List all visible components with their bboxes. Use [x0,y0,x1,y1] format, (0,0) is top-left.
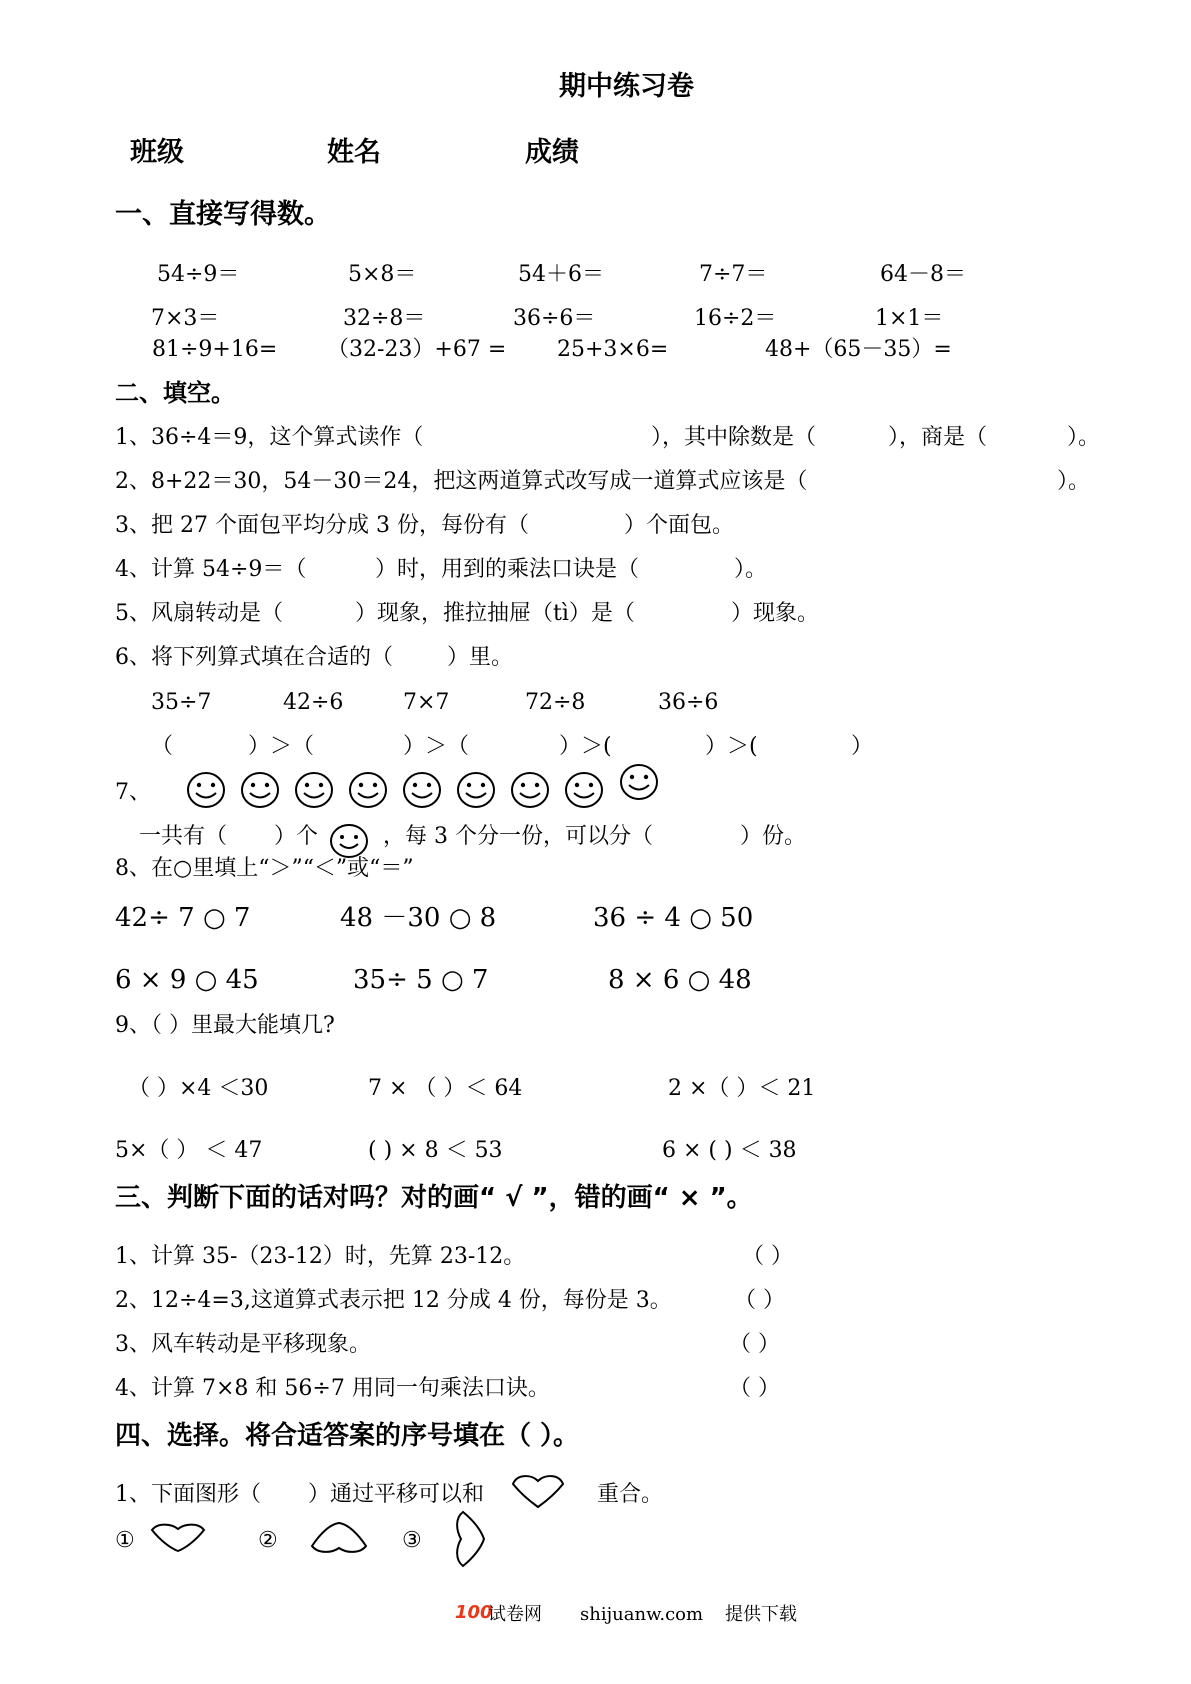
problem: 81÷9+16= [152,337,278,362]
q3-part: 3、把 27 个面包平均分成 3 份，每份有（ [115,513,529,538]
q6-paren: ）＞（ [248,734,315,759]
section2-heading: 二、填空。 [115,379,235,407]
smiley-icon [239,770,281,810]
q4-part: 4、计算 54÷9＝（ [115,557,307,582]
compare-item: 48 －30 ○ 8 [340,903,497,933]
q6-paren: ）＞（ [403,734,470,759]
compare-item: 42÷ 7 ○ 7 [115,903,251,933]
option1-shape-icon [148,1520,208,1554]
choice-q1-part: 1、下面图形（ [115,1482,261,1507]
problem: 7×3＝ [151,306,220,331]
class-label: 班级 [130,137,184,168]
problem: 36÷6＝ [513,306,596,331]
judge-paren: （ ） [729,1332,780,1357]
section4-heading: 四、选择。将合适答案的序号填在（ ）。 [115,1421,580,1451]
smiley-icon [618,762,660,802]
section1-heading: 一、直接写得数。 [115,199,331,230]
q6-item: 72÷8 [525,690,586,715]
q5-part: 5、风扇转动是（ [115,601,283,626]
fill-item: （ ）×4 ＜30 [128,1076,269,1101]
fill-item: 2 ×（ ）＜ 21 [668,1076,816,1101]
q2-part: ）。 [1057,469,1091,494]
problem: 1×1＝ [875,306,944,331]
score-label: 成绩 [525,137,579,168]
compare-item: 8 × 6 ○ 48 [608,965,752,995]
problem: （32-23）+67 = [327,337,507,362]
judge-paren: （ ） [729,1376,780,1401]
section3-heading: 三、判断下面的话对吗？对的画“ √ ”，错的画“ × ”。 [115,1183,753,1213]
smiley-icon [185,770,227,810]
q5-part: ）现象。 [731,601,820,626]
q7-part: 一共有（ [139,824,228,849]
choice-q1-part: 重合。 [597,1482,664,1507]
q5-part: ）现象，推拉抽屉（tì）是（ [355,601,635,626]
name-label: 姓名 [327,137,381,168]
smiley-icon [328,822,370,860]
smiley-icon [455,770,497,810]
compare-item: 6 × 9 ○ 45 [115,965,259,995]
q3-part: ）个面包。 [624,513,735,538]
judge-item: 3、风车转动是平移现象。 [115,1332,371,1357]
q1-part: 1、36÷4＝9，这个算式读作（ [115,425,424,450]
q6-item: 36÷6 [658,690,719,715]
q6-part: ）里。 [447,645,514,670]
problem: 7÷7＝ [699,262,768,287]
q7-part: ）份。 [740,824,807,849]
judge-paren: （ ） [742,1244,793,1269]
fill-item: 6 × ( ) ＜ 38 [662,1138,797,1163]
heart-shape-icon [509,1472,567,1510]
option-label: ① [115,1528,135,1553]
compare-item: 36 ÷ 4 ○ 50 [593,903,754,933]
q6-paren: ）＞( [559,734,612,759]
footer-logo-text: 试卷网 [488,1604,542,1625]
q6-item: 7×7 [403,690,450,715]
footer-tail: 提供下载 [725,1604,797,1625]
q8-prompt: 8、在○里填上“＞”“＜”或“＝” [115,856,414,881]
q6-paren: ）＞( [705,734,758,759]
fill-item: 7 × （ ）＜ 64 [368,1076,523,1101]
smiley-icon [509,770,551,810]
q2-part: 2、8+22＝30，54－30＝24，把这两道算式改写成一道算式应该是（ [115,469,808,494]
judge-item: 1、计算 35-（23-12）时，先算 23-12。 [115,1244,526,1269]
q6-paren: （ [151,734,174,759]
option2-shape-icon [308,1520,370,1556]
footer-site: shijuanw.com [580,1604,704,1625]
q1-part: ），商是（ [888,425,988,450]
problem: 32÷8＝ [343,306,426,331]
option3-shape-icon [453,1508,487,1570]
q9-prompt: 9、（ ）里最大能填几? [115,1013,335,1038]
q6-paren: ） [851,734,874,759]
q6-part: 6、将下列算式填在合适的（ [115,645,393,670]
problem: 25+3×6= [557,337,669,362]
compare-item: 35÷ 5 ○ 7 [353,965,489,995]
q7-number: 7、 [115,780,151,805]
fill-item: 5×（ ） ＜ 47 [115,1138,263,1163]
problem: 54＋6＝ [518,262,604,287]
q6-item: 42÷6 [283,690,344,715]
problem: 16÷2＝ [694,306,777,331]
smiley-icon [401,770,443,810]
q6-item: 35÷7 [151,690,212,715]
smiley-icon [347,770,389,810]
smiley-icon [293,770,335,810]
q7-part: ，每 3 个分一份，可以分（ [383,824,653,849]
problem: 5×8＝ [348,262,417,287]
q1-part: ）。 [1067,425,1101,450]
problem: 64－8＝ [880,262,966,287]
judge-item: 2、12÷4=3,这道算式表示把 12 分成 4 份，每份是 3。 [115,1288,672,1313]
choice-q1-part: ）通过平移可以和 [308,1482,485,1507]
footer-logo-number: 100 [455,1602,493,1623]
q4-part: ）时，用到的乘法口诀是（ [375,557,640,582]
q1-part: ），其中除数是（ [651,425,817,450]
q7-part: ）个 [274,824,319,849]
page-title: 期中练习卷 [559,71,694,102]
option-label: ② [258,1528,278,1553]
fill-item: ( ) × 8 ＜ 53 [368,1138,503,1163]
problem: 54÷9＝ [157,262,240,287]
judge-paren: （ ） [734,1288,785,1313]
problem: 48+（65－35）= [765,337,952,362]
smiley-icon [563,770,605,810]
judge-item: 4、计算 7×8 和 56÷7 用同一句乘法口诀。 [115,1376,550,1401]
option-label: ③ [402,1528,422,1553]
q4-part: ）。 [734,557,768,582]
